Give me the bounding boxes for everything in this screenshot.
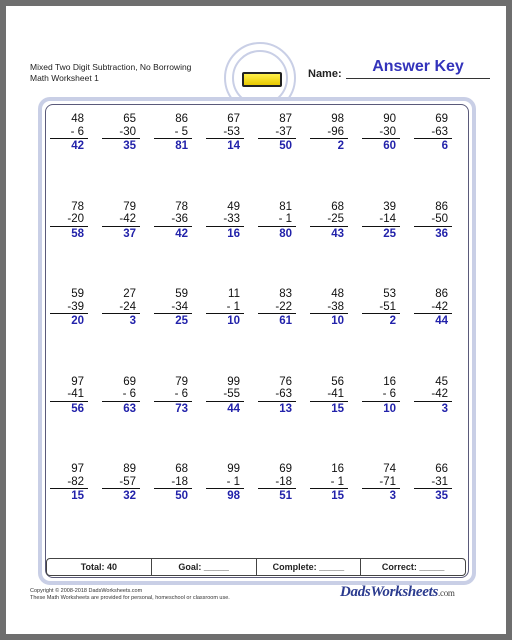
name-label: Name: — [308, 68, 342, 80]
problem-minuend: 90 — [383, 113, 396, 125]
problem — [206, 201, 244, 241]
problem — [50, 463, 88, 503]
problem — [414, 376, 452, 416]
problem-minuend: 66 — [435, 463, 448, 475]
problem-answer: 2 — [389, 315, 396, 327]
problem — [154, 201, 192, 241]
problem-answer: 20 — [71, 315, 84, 327]
problem — [414, 201, 452, 241]
problem-subtrahend: -53 — [206, 126, 244, 140]
problem-subtrahend: -38 — [310, 301, 348, 315]
problem-minuend: 65 — [123, 113, 136, 125]
problem-subtrahend: -55 — [206, 388, 244, 402]
problem-answer: 42 — [175, 227, 188, 240]
problem-answer: 51 — [279, 490, 292, 502]
goal-cell: Goal: _____ — [152, 559, 257, 575]
problem-subtrahend: -63 — [414, 126, 452, 140]
problem-answer: 98 — [227, 490, 240, 502]
problem-minuend: 68 — [331, 200, 344, 213]
problem-subtrahend: - 5 — [154, 126, 192, 140]
problem-answer: 43 — [331, 227, 344, 240]
copyright-line-2: These Math Worksheets are provided for personal, homeschool or classroom use. — [30, 595, 230, 601]
problem-answer: 15 — [331, 490, 344, 502]
problem — [50, 113, 88, 153]
problem-subtrahend: -63 — [258, 388, 296, 402]
problem — [310, 376, 348, 416]
problem — [102, 376, 140, 416]
problem-subtrahend: -18 — [154, 476, 192, 490]
problem-answer: 32 — [123, 490, 136, 502]
problem-subtrahend: -30 — [362, 126, 400, 140]
title-line-1: Mixed Two Digit Subtraction, No Borrowing — [30, 62, 192, 72]
problem-minuend: 81 — [279, 200, 292, 213]
problem-subtrahend: -30 — [102, 126, 140, 140]
total-cell: Total: 40 — [47, 559, 152, 575]
problem-answer: 44 — [227, 402, 240, 415]
problem-subtrahend: - 1 — [206, 476, 244, 490]
problem — [206, 113, 244, 153]
problem-subtrahend: -51 — [362, 301, 400, 315]
problem-minuend: 59 — [175, 288, 188, 300]
problem-minuend: 49 — [227, 200, 240, 213]
problem-subtrahend: - 1 — [310, 476, 348, 490]
problem-answer: 25 — [175, 315, 188, 327]
problem-minuend: 79 — [123, 200, 136, 213]
problem-answer: 81 — [175, 140, 188, 152]
problem-minuend: 97 — [71, 375, 84, 388]
problem-answer: 10 — [383, 402, 396, 415]
problem — [102, 463, 140, 503]
problem-minuend: 11 — [228, 288, 240, 300]
problem-answer: 50 — [279, 140, 292, 152]
problem-answer: 42 — [71, 140, 84, 152]
problem-subtrahend: -37 — [258, 126, 296, 140]
problem-answer: 3 — [389, 490, 396, 502]
problem — [362, 113, 400, 153]
problem — [258, 376, 296, 416]
problem — [154, 463, 192, 503]
problem-minuend: 48 — [71, 113, 84, 125]
problem-answer: 37 — [123, 227, 136, 240]
problem-subtrahend: -71 — [362, 476, 400, 490]
problem-answer: 3 — [129, 315, 136, 327]
problem-subtrahend: - 6 — [154, 388, 192, 402]
problem — [206, 463, 244, 503]
problem — [310, 113, 348, 153]
problem-minuend: 69 — [123, 375, 136, 388]
problem-minuend: 83 — [279, 288, 292, 300]
problem-minuend: 79 — [175, 375, 188, 388]
problem-answer: 10 — [227, 315, 240, 327]
problem-minuend: 67 — [227, 113, 240, 125]
problem-answer: 44 — [435, 315, 448, 327]
problem-minuend: 78 — [175, 200, 188, 213]
problem-answer: 15 — [71, 490, 84, 502]
problem — [154, 288, 192, 328]
problem-subtrahend: - 6 — [102, 388, 140, 402]
problem-subtrahend: -34 — [154, 301, 192, 315]
problem — [310, 463, 348, 503]
worksheet-title — [30, 62, 191, 84]
problem-subtrahend: -42 — [102, 213, 140, 227]
problem — [362, 288, 400, 328]
problem-subtrahend: -22 — [258, 301, 296, 315]
problem-minuend: 69 — [279, 463, 292, 475]
problem — [154, 376, 192, 416]
problem-subtrahend: - 6 — [362, 388, 400, 402]
problem-minuend: 99 — [227, 375, 240, 388]
problem-subtrahend: -42 — [414, 388, 452, 402]
problem-minuend: 59 — [71, 288, 84, 300]
problem-minuend: 89 — [123, 463, 136, 475]
problem-minuend: 53 — [383, 288, 396, 300]
problems-frame — [38, 97, 476, 585]
problem-subtrahend: -31 — [414, 476, 452, 490]
problem-answer: 3 — [441, 402, 448, 415]
problem — [50, 288, 88, 328]
problem-minuend: 87 — [279, 113, 292, 125]
problem-minuend: 99 — [227, 463, 240, 475]
problem-minuend: 78 — [71, 200, 84, 213]
problem-subtrahend: -33 — [206, 213, 244, 227]
problem — [102, 113, 140, 153]
title-line-2: Math Worksheet 1 — [30, 73, 99, 83]
problem-minuend: 86 — [435, 200, 448, 213]
problem-minuend: 69 — [435, 113, 448, 125]
problem-minuend: 16 — [331, 463, 344, 475]
problem — [414, 463, 452, 503]
problem-subtrahend: -82 — [50, 476, 88, 490]
problem-answer: 14 — [227, 140, 240, 152]
problem — [206, 288, 244, 328]
problem-subtrahend: -25 — [310, 213, 348, 227]
problem — [50, 376, 88, 416]
problem-answer: 10 — [331, 315, 344, 327]
problem-subtrahend: -50 — [414, 213, 452, 227]
problem — [102, 201, 140, 241]
problem-minuend: 98 — [331, 113, 344, 125]
problem-answer: 13 — [279, 402, 292, 415]
logo-text: DadsWorksheets — [340, 584, 439, 600]
problem — [258, 201, 296, 241]
answer-key-field: Answer Key — [346, 58, 490, 79]
complete-cell: Complete: _____ — [257, 559, 362, 575]
problem-minuend: 86 — [175, 113, 188, 125]
problem — [258, 463, 296, 503]
problem-answer: 63 — [123, 402, 136, 415]
problem — [258, 288, 296, 328]
problem-minuend: 56 — [331, 375, 344, 388]
problem-answer: 6 — [441, 140, 448, 152]
correct-cell: Correct: _____ — [381, 562, 445, 572]
problem-subtrahend: -14 — [362, 213, 400, 227]
problem — [258, 113, 296, 153]
problem-subtrahend: -57 — [102, 476, 140, 490]
problem-answer: 35 — [123, 140, 136, 152]
problem — [310, 288, 348, 328]
problem-subtrahend: - 6 — [50, 126, 88, 140]
problem-answer: 50 — [175, 490, 188, 502]
problem-answer: 16 — [227, 227, 240, 240]
logo-suffix: .com — [438, 588, 455, 598]
problem-answer: 25 — [383, 227, 396, 240]
copyright — [30, 588, 230, 602]
problem-subtrahend: - 1 — [206, 301, 244, 315]
problem — [154, 113, 192, 153]
problem — [310, 201, 348, 241]
problem-minuend: 74 — [383, 463, 396, 475]
problem-minuend: 39 — [383, 200, 396, 213]
problem-answer: 60 — [383, 140, 396, 152]
worksheet-page — [6, 6, 506, 634]
problem-subtrahend: -42 — [414, 301, 452, 315]
problem — [206, 376, 244, 416]
problem-subtrahend: -36 — [154, 213, 192, 227]
site-logo[interactable] — [340, 584, 455, 601]
problem — [362, 463, 400, 503]
problem-answer: 61 — [279, 315, 292, 327]
problem — [414, 288, 452, 328]
problem-subtrahend: -96 — [310, 126, 348, 140]
problem — [50, 201, 88, 241]
problem-subtrahend: -20 — [50, 213, 88, 227]
problem-answer: 58 — [71, 227, 84, 240]
problem-minuend: 27 — [123, 288, 136, 300]
problem-minuend: 68 — [175, 463, 188, 475]
problem-subtrahend: -41 — [310, 388, 348, 402]
problem-answer: 56 — [71, 402, 84, 415]
problem-minuend: 16 — [383, 375, 396, 388]
copyright-line-1: Copyright © 2008-2018 DadsWorksheets.com — [30, 588, 143, 594]
problem-minuend: 76 — [279, 375, 292, 388]
problem — [362, 201, 400, 241]
pencil-icon — [242, 72, 282, 87]
problem-answer: 35 — [435, 490, 448, 502]
problem-answer: 36 — [435, 227, 448, 240]
problem-minuend: 45 — [435, 375, 448, 388]
problem-subtrahend: -24 — [102, 301, 140, 315]
problem-answer: 73 — [175, 402, 188, 415]
problem-answer: 15 — [331, 402, 344, 415]
problem-minuend: 86 — [435, 288, 448, 300]
problem-subtrahend: -39 — [50, 301, 88, 315]
problem-subtrahend: -18 — [258, 476, 296, 490]
problem-answer: 80 — [279, 227, 292, 240]
score-bar — [46, 558, 466, 576]
problem — [102, 288, 140, 328]
problem — [362, 376, 400, 416]
problem-subtrahend: - 1 — [258, 213, 296, 227]
problem — [414, 113, 452, 153]
problem-minuend: 97 — [71, 463, 84, 475]
problem-minuend: 48 — [331, 288, 344, 300]
problem-subtrahend: -41 — [50, 388, 88, 402]
problem-answer: 2 — [337, 140, 344, 152]
